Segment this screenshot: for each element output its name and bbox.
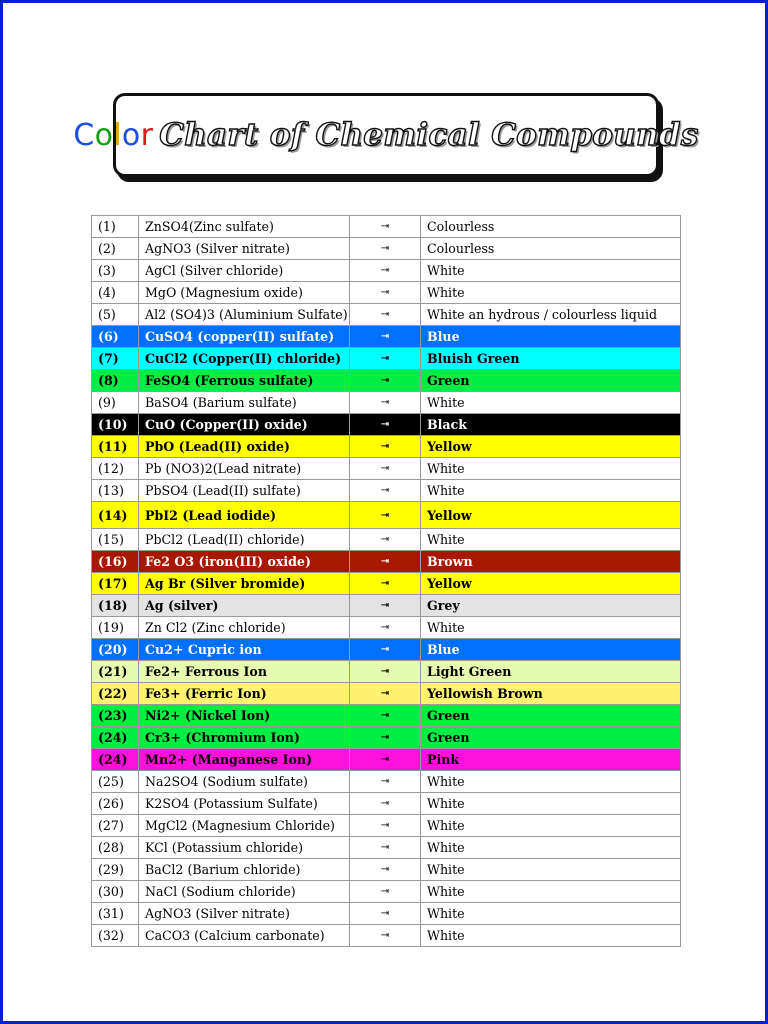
compound-color: Pink bbox=[421, 749, 681, 771]
table-row bbox=[92, 617, 681, 639]
compound-name: ZnSO4(Zinc sulfate) bbox=[139, 216, 350, 238]
row-number: (29) bbox=[92, 859, 139, 881]
table-row bbox=[92, 436, 681, 458]
compound-name: MgCl2 (Magnesium Chloride) bbox=[139, 815, 350, 837]
table-row bbox=[92, 793, 681, 815]
arrow-icon: ⇥ bbox=[350, 529, 421, 551]
compound-name: CuSO4 (copper(II) sulfate) bbox=[139, 326, 350, 348]
compound-name: Fe3+ (Ferric Ion) bbox=[139, 683, 350, 705]
compound-name: Al2 (SO4)3 (Aluminium Sulfate) bbox=[139, 304, 350, 326]
arrow-icon: ⇥ bbox=[350, 683, 421, 705]
table-row bbox=[92, 304, 681, 326]
table-row bbox=[92, 216, 681, 238]
compound-color: White bbox=[421, 837, 681, 859]
compound-color: Yellowish Brown bbox=[421, 683, 681, 705]
arrow-icon: ⇥ bbox=[350, 326, 421, 348]
row-number: (8) bbox=[92, 370, 139, 392]
compound-name: BaSO4 (Barium sulfate) bbox=[139, 392, 350, 414]
arrow-icon: ⇥ bbox=[350, 436, 421, 458]
compound-name: Zn Cl2 (Zinc chloride) bbox=[139, 617, 350, 639]
arrow-icon: ⇥ bbox=[350, 903, 421, 925]
row-number: (18) bbox=[92, 595, 139, 617]
table-row bbox=[92, 573, 681, 595]
compound-name: PbSO4 (Lead(II) sulfate) bbox=[139, 480, 350, 502]
compound-color-table bbox=[91, 215, 681, 947]
compound-color: White an hydrous / colourless liquid bbox=[421, 304, 681, 326]
title-letter: C bbox=[73, 117, 95, 153]
row-number: (6) bbox=[92, 326, 139, 348]
row-number: (20) bbox=[92, 639, 139, 661]
table-row bbox=[92, 480, 681, 502]
row-number: (12) bbox=[92, 458, 139, 480]
table-row bbox=[92, 661, 681, 683]
row-number: (1) bbox=[92, 216, 139, 238]
row-number: (17) bbox=[92, 573, 139, 595]
compound-color: Brown bbox=[421, 551, 681, 573]
row-number: (13) bbox=[92, 480, 139, 502]
row-number: (2) bbox=[92, 238, 139, 260]
compound-color: Black bbox=[421, 414, 681, 436]
row-number: (11) bbox=[92, 436, 139, 458]
compound-name: PbCl2 (Lead(II) chloride) bbox=[139, 529, 350, 551]
compound-name: Ag Br (Silver bromide) bbox=[139, 573, 350, 595]
table-row bbox=[92, 414, 681, 436]
table-row bbox=[92, 903, 681, 925]
table-row bbox=[92, 370, 681, 392]
table-row bbox=[92, 348, 681, 370]
compound-color: Blue bbox=[421, 326, 681, 348]
arrow-icon: ⇥ bbox=[350, 282, 421, 304]
row-number: (27) bbox=[92, 815, 139, 837]
compound-color: Grey bbox=[421, 595, 681, 617]
row-number: (28) bbox=[92, 837, 139, 859]
table-row bbox=[92, 771, 681, 793]
arrow-icon: ⇥ bbox=[350, 304, 421, 326]
compound-name: NaCl (Sodium chloride) bbox=[139, 881, 350, 903]
table-row bbox=[92, 859, 681, 881]
arrow-icon: ⇥ bbox=[350, 502, 421, 529]
arrow-icon: ⇥ bbox=[350, 705, 421, 727]
row-number: (4) bbox=[92, 282, 139, 304]
table-row bbox=[92, 529, 681, 551]
compound-name: Na2SO4 (Sodium sulfate) bbox=[139, 771, 350, 793]
arrow-icon: ⇥ bbox=[350, 661, 421, 683]
arrow-icon: ⇥ bbox=[350, 458, 421, 480]
arrow-icon: ⇥ bbox=[350, 260, 421, 282]
row-number: (21) bbox=[92, 661, 139, 683]
compound-name: K2SO4 (Potassium Sulfate) bbox=[139, 793, 350, 815]
arrow-icon: ⇥ bbox=[350, 771, 421, 793]
row-number: (3) bbox=[92, 260, 139, 282]
table-row bbox=[92, 837, 681, 859]
table-row bbox=[92, 683, 681, 705]
title-letter: o bbox=[94, 117, 114, 153]
table-row bbox=[92, 815, 681, 837]
compound-color: White bbox=[421, 282, 681, 304]
table-row bbox=[92, 749, 681, 771]
page-title bbox=[73, 116, 699, 153]
compound-name: PbI2 (Lead iodide) bbox=[139, 502, 350, 529]
table-row bbox=[92, 595, 681, 617]
table-row bbox=[92, 705, 681, 727]
compound-name: Fe2+ Ferrous Ion bbox=[139, 661, 350, 683]
compound-color: Light Green bbox=[421, 661, 681, 683]
row-number: (24) bbox=[92, 727, 139, 749]
arrow-icon: ⇥ bbox=[350, 551, 421, 573]
title-box bbox=[73, 93, 699, 177]
arrow-icon: ⇥ bbox=[350, 348, 421, 370]
compound-name: CuO (Copper(II) oxide) bbox=[139, 414, 350, 436]
compound-color: White bbox=[421, 260, 681, 282]
row-number: (22) bbox=[92, 683, 139, 705]
arrow-icon: ⇥ bbox=[350, 573, 421, 595]
compound-color: Colourless bbox=[421, 238, 681, 260]
arrow-icon: ⇥ bbox=[350, 793, 421, 815]
row-number: (19) bbox=[92, 617, 139, 639]
arrow-icon: ⇥ bbox=[350, 595, 421, 617]
compound-color: White bbox=[421, 859, 681, 881]
arrow-icon: ⇥ bbox=[350, 392, 421, 414]
table-row bbox=[92, 458, 681, 480]
table-row bbox=[92, 925, 681, 947]
row-number: (30) bbox=[92, 881, 139, 903]
compound-name: Ni2+ (Nickel Ion) bbox=[139, 705, 350, 727]
arrow-icon: ⇥ bbox=[350, 837, 421, 859]
compound-color: White bbox=[421, 529, 681, 551]
compound-name: MgO (Magnesium oxide) bbox=[139, 282, 350, 304]
compound-name: FeSO4 (Ferrous sulfate) bbox=[139, 370, 350, 392]
table-row bbox=[92, 238, 681, 260]
arrow-icon: ⇥ bbox=[350, 480, 421, 502]
compound-name: Ag (silver) bbox=[139, 595, 350, 617]
arrow-icon: ⇥ bbox=[350, 617, 421, 639]
arrow-icon: ⇥ bbox=[350, 238, 421, 260]
table-row bbox=[92, 551, 681, 573]
compound-color: Yellow bbox=[421, 436, 681, 458]
table-row bbox=[92, 502, 681, 529]
table-row bbox=[92, 282, 681, 304]
compound-name: KCl (Potassium chloride) bbox=[139, 837, 350, 859]
arrow-icon: ⇥ bbox=[350, 815, 421, 837]
arrow-icon: ⇥ bbox=[350, 414, 421, 436]
row-number: (26) bbox=[92, 793, 139, 815]
title-letter: o bbox=[121, 117, 141, 153]
compound-color: Green bbox=[421, 705, 681, 727]
compound-color: White bbox=[421, 925, 681, 947]
row-number: (9) bbox=[92, 392, 139, 414]
table-row bbox=[92, 727, 681, 749]
compound-color: White bbox=[421, 617, 681, 639]
compound-color: Yellow bbox=[421, 502, 681, 529]
compound-name: AgNO3 (Silver nitrate) bbox=[139, 903, 350, 925]
row-number: (14) bbox=[92, 502, 139, 529]
compound-color: Colourless bbox=[421, 216, 681, 238]
table-row bbox=[92, 260, 681, 282]
arrow-icon: ⇥ bbox=[350, 859, 421, 881]
compound-name: CuCl2 (Copper(II) chloride) bbox=[139, 348, 350, 370]
row-number: (23) bbox=[92, 705, 139, 727]
table-row bbox=[92, 326, 681, 348]
compound-color: White bbox=[421, 815, 681, 837]
arrow-icon: ⇥ bbox=[350, 639, 421, 661]
arrow-icon: ⇥ bbox=[350, 749, 421, 771]
table-row bbox=[92, 639, 681, 661]
compound-name: Fe2 O3 (iron(III) oxide) bbox=[139, 551, 350, 573]
compound-name: Pb (NO3)2(Lead nitrate) bbox=[139, 458, 350, 480]
row-number: (24) bbox=[92, 749, 139, 771]
title-color-word bbox=[73, 117, 153, 153]
compound-color: Yellow bbox=[421, 573, 681, 595]
compound-name: Cr3+ (Chromium Ion) bbox=[139, 727, 350, 749]
compound-color: White bbox=[421, 771, 681, 793]
row-number: (15) bbox=[92, 529, 139, 551]
compound-color: Blue bbox=[421, 639, 681, 661]
compound-color: White bbox=[421, 480, 681, 502]
row-number: (7) bbox=[92, 348, 139, 370]
arrow-icon: ⇥ bbox=[350, 727, 421, 749]
compound-name: BaCl2 (Barium chloride) bbox=[139, 859, 350, 881]
compound-name: CaCO3 (Calcium carbonate) bbox=[139, 925, 350, 947]
table-row bbox=[92, 392, 681, 414]
arrow-icon: ⇥ bbox=[350, 925, 421, 947]
compound-color: White bbox=[421, 458, 681, 480]
compound-name: Cu2+ Cupric ion bbox=[139, 639, 350, 661]
compound-color: White bbox=[421, 392, 681, 414]
compound-name: AgCl (Silver chloride) bbox=[139, 260, 350, 282]
row-number: (32) bbox=[92, 925, 139, 947]
compound-color: Green bbox=[421, 370, 681, 392]
compound-color: White bbox=[421, 881, 681, 903]
compound-color: Green bbox=[421, 727, 681, 749]
arrow-icon: ⇥ bbox=[350, 370, 421, 392]
compound-color: Bluish Green bbox=[421, 348, 681, 370]
row-number: (25) bbox=[92, 771, 139, 793]
arrow-icon: ⇥ bbox=[350, 881, 421, 903]
row-number: (10) bbox=[92, 414, 139, 436]
row-number: (16) bbox=[92, 551, 139, 573]
row-number: (31) bbox=[92, 903, 139, 925]
title-letter: l bbox=[113, 117, 122, 153]
compound-name: AgNO3 (Silver nitrate) bbox=[139, 238, 350, 260]
arrow-icon: ⇥ bbox=[350, 216, 421, 238]
title-rest: Chart of Chemical Compounds bbox=[159, 116, 699, 153]
table-row bbox=[92, 881, 681, 903]
compound-name: PbO (Lead(II) oxide) bbox=[139, 436, 350, 458]
row-number: (5) bbox=[92, 304, 139, 326]
compound-color: White bbox=[421, 903, 681, 925]
compound-color: White bbox=[421, 793, 681, 815]
title-letter: r bbox=[140, 117, 154, 153]
compound-name: Mn2+ (Manganese Ion) bbox=[139, 749, 350, 771]
